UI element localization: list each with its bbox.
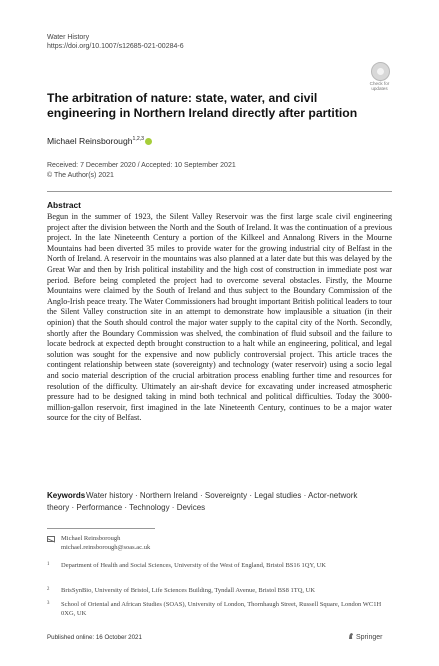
received-accepted-dates: Received: 7 December 2020 / Accepted: 10 September 2021 (47, 162, 236, 169)
footnote-divider (47, 528, 155, 529)
check-for-updates-badge[interactable] (366, 62, 393, 94)
contact-email[interactable]: michael.reinsborough@soas.ac.uk (61, 544, 151, 551)
affiliation-text: School of Oriental and African Studies (SOAS), University of London, Thornhaugh Street, Russell Square, London WC1H 0XG, UK (61, 601, 382, 617)
published-online-date: Published online: 16 October 2021 (47, 634, 142, 641)
badge-label-line2: updates (371, 86, 388, 92)
publisher-name: Springer (356, 634, 383, 641)
publisher-logo (348, 632, 382, 641)
affiliation-text: BrisSynBio, University of Bristol, Life Sciences Building, Tyndall Avenue, Bristol BS8 1TQ, UK (61, 587, 316, 594)
copyright-notice: © The Author(s) 2021 (47, 172, 114, 179)
envelope-icon (47, 536, 55, 542)
abstract-heading: Abstract (47, 200, 81, 210)
affiliation-number: 2 (47, 587, 50, 592)
check-for-updates-icon (371, 62, 390, 81)
author-name[interactable]: Michael Reinsborough (47, 136, 133, 146)
doi-link[interactable]: https://doi.org/10.1007/s12685-021-00284-6 (47, 43, 184, 50)
springer-horse-icon (348, 632, 354, 640)
journal-name: Water History (47, 34, 90, 41)
keywords-label: Keywords (47, 491, 86, 500)
contact-author-name: Michael Reinsborough (61, 535, 121, 542)
abstract-text: Begun in the summer of 1923, the Silent Valley Reservoir was the first large scale civil engineering project after the division between the North and the South of Ireland. It was the continuation of a previous project. In the late Nineteenth Century a portion of the Kilkeel and Annalong Rivers in the Mourne Mountains had been diverted 35 miles to provide water for the growing industrial city of Belfast in the North of Ireland. A reservoir in the mountains was also planned at a later date but this was delayed by the Great War and then by Irish political instability and the high cost of construction in immediate post war period. Before being completed the project had to overcome several obstacles. Firstly, the Mourne Mountains were claimed by the South of Ireland and thus subject to the Boundary Commission of the Anglo-Irish peace treaty. The Water Commissioners had brought important British political leaders to tour the Silent Valley construction site in an attempt to demonstrate how implausible a situation (in their opinion) that the South should control the major water supply to the capital city of the North. Secondly, shortly after the Boundary Commission was shelved, the combination of fluid subsoil and the failure to locate bedrock at expected depth brought construction to a halt while an engineering, political, and legal solution was sought for the expensive and now publicly controversial project. This article traces the contingent relationship between state (sovereignty) and technology (water reservoir) using a socio legal and socio material description of the crucial arbitration process enabling further time and resources for resolution of the difficulty. Ultimately an air-shaft device for excavating under increased atmospheric pressure had to be designed taking in mind both technical and political difficulties. Today the 3000-million-gallon reservoir, first imagined in the late Nineteenth Century, continues to be a major water source for the city of Belfast. (47, 212, 392, 423)
author-affiliation-refs: 1,2,3 (132, 136, 145, 142)
section-divider (47, 191, 392, 192)
article-title: The arbitration of nature: state, water, and civil engineering in Northern Ireland directly after partition (47, 91, 358, 121)
affiliation-number: 3 (47, 601, 50, 606)
author-line (47, 136, 152, 146)
keywords-list-line1: Water history · Northern Ireland · Sovereignty · Legal studies · Actor-network (86, 491, 358, 500)
orcid-icon[interactable] (145, 138, 152, 145)
affiliation-number: 1 (47, 562, 50, 567)
affiliation-text: Department of Health and Social Sciences, University of the West of England, Bristol BS16 1QY, UK (61, 562, 326, 569)
keywords-list-line2: theory · Performance · Technology · Devices (47, 503, 206, 512)
badge-label-line1: Check for (369, 81, 390, 86)
